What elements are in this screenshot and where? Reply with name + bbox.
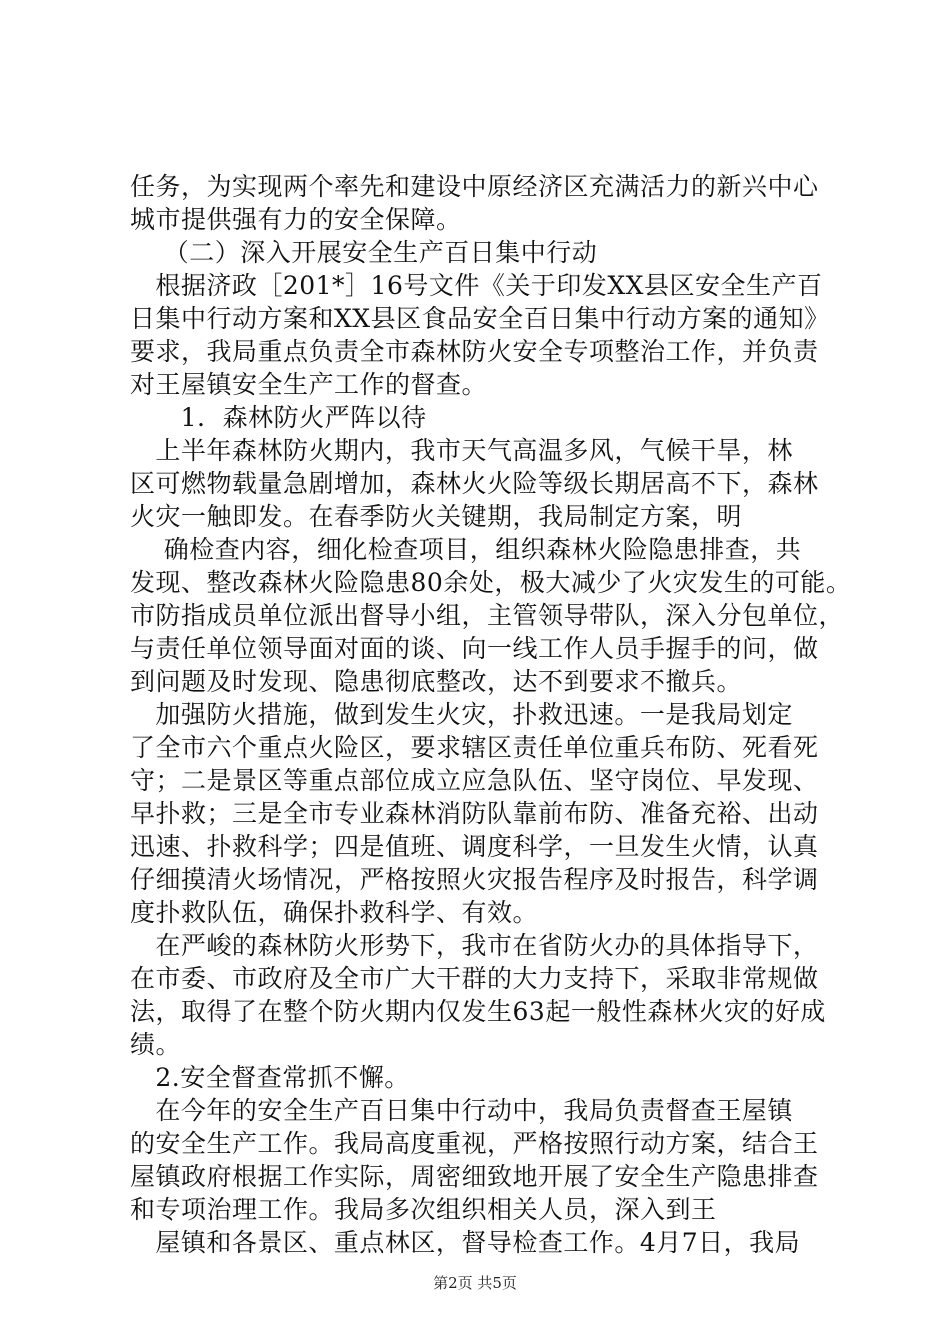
page-number-footer: 第2页 共5页 xyxy=(433,1274,517,1292)
text-line: 确检查内容，细化检查项目，组织森林火险隐患排查，共 xyxy=(130,535,802,564)
text-line: 火灾一触即发。在春季防火关键期，我局制定方案，明 xyxy=(130,502,743,531)
text-line: 度扑救队伍，确保扑救科学、有效。 xyxy=(130,898,539,927)
text-line: 迅速、扑救科学；四是值班、调度科学，一旦发生火情，认真 xyxy=(130,832,819,861)
text-line: 仔细摸清火场情况，严格按照火灾报告程序及时报告，科学调 xyxy=(130,865,819,894)
text-line: 屋镇政府根据工作实际，周密细致地开展了安全生产隐患排查 xyxy=(130,1162,819,1191)
text-line: 要求，我局重点负责全市森林防火安全专项整治工作，并负责 xyxy=(130,337,819,366)
text-line: 法，取得了在整个防火期内仅发生63起一般性森林火灾的好成 xyxy=(130,997,826,1026)
text-line: 与责任单位领导面对面的谈、向一线工作人员手握手的问，做 xyxy=(130,634,819,663)
text-line: 绩。 xyxy=(130,1030,182,1059)
text-line: 城市提供强有力的安全保障。 xyxy=(130,205,462,234)
text-line: 加强防火措施，做到发生火灾，扑救迅速。一是我局划定 xyxy=(130,700,793,729)
text-line: 到问题及时发现、隐患彻底整改，达不到要求不撤兵。 xyxy=(130,667,743,696)
text-line: 发现、整改森林火险隐患80余处，极大减少了火灾发生的可能。 xyxy=(130,568,852,597)
text-line: 了全市六个重点火险区，要求辖区责任单位重兵布防、死看死 xyxy=(130,733,819,762)
text-line: 在市委、市政府及全市广大干群的大力支持下，采取非常规做 xyxy=(130,964,819,993)
document-body xyxy=(130,170,852,1259)
text-line: 的安全生产工作。我局高度重视，严格按照行动方案，结合王 xyxy=(130,1129,819,1158)
text-line: 早扑救；三是全市专业森林消防队靠前布防、准备充裕、出动 xyxy=(130,799,819,828)
text-line: 上半年森林防火期内，我市天气高温多风，气候干旱，林 xyxy=(130,436,793,465)
text-line: 区可燃物载量急剧增加，森林火火险等级长期居高不下，森林 xyxy=(130,469,819,498)
text-line: 日集中行动方案和XX县区食品安全百日集中行动方案的通知》 xyxy=(130,304,830,333)
text-line: 任务，为实现两个率先和建设中原经济区充满活力的新兴中心 xyxy=(130,172,819,201)
subsection-heading: 2.安全督查常抓不懈。 xyxy=(130,1063,410,1092)
text-line: 在今年的安全生产百日集中行动中，我局负责督查王屋镇 xyxy=(130,1096,793,1125)
text-line: 在严峻的森林防火形势下，我市在省防火办的具体指导下， xyxy=(130,931,819,960)
text-line: 守；二是景区等重点部位成立应急队伍、坚守岗位、早发现、 xyxy=(130,766,819,795)
text-line: 屋镇和各景区、重点林区，督导检查工作。4月7日，我局 xyxy=(130,1228,801,1257)
text-line: 和专项治理工作。我局多次组织相关人员，深入到王 xyxy=(130,1195,717,1224)
text-line: 对王屋镇安全生产工作的督查。 xyxy=(130,370,488,399)
subsection-heading: 1．森林防火严阵以待 xyxy=(130,403,427,432)
text-line: 根据济政［201*］16号文件《关于印发XX县区安全生产百 xyxy=(130,271,823,300)
text-line: 市防指成员单位派出督导小组，主管领导带队，深入分包单位， xyxy=(130,601,845,630)
section-heading: （二）深入开展安全生产百日集中行动 xyxy=(130,238,598,267)
